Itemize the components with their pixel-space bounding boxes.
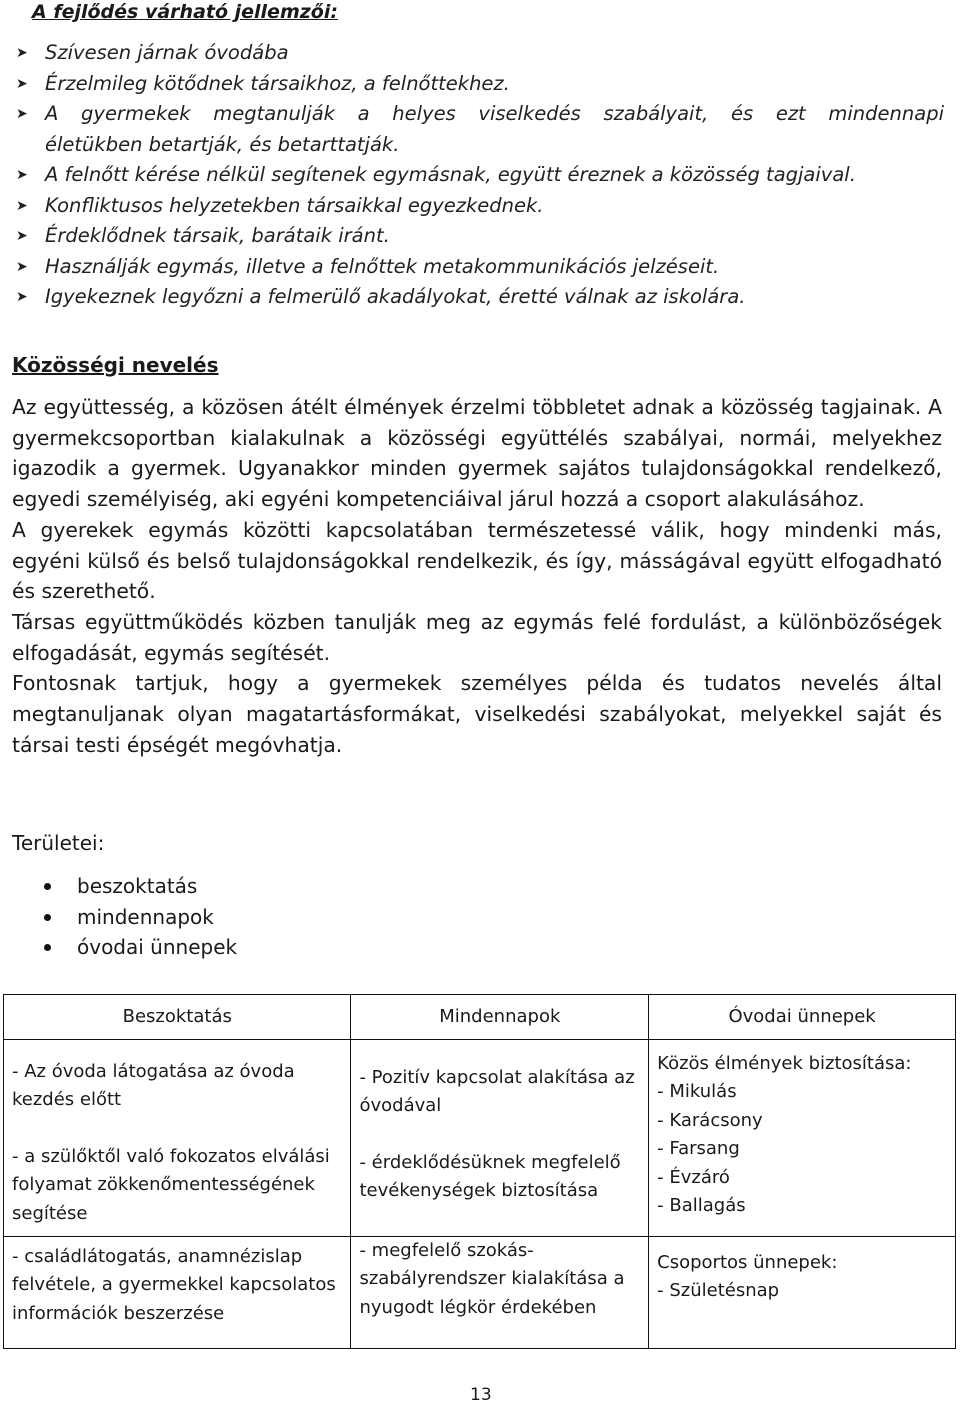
list-item: ➤ A gyermekek megtanulják a helyes viselkedés szabályait, és ezt mindennapi	[12, 99, 944, 130]
list-item: beszoktatás	[12, 871, 237, 902]
list-item: óvodai ünnepek	[12, 932, 237, 963]
arrow-bullet-icon: ➤	[16, 106, 28, 122]
list-item: ➤ Érdeklődnek társaik, barátaik iránt.	[12, 221, 944, 252]
column-header: Mindennapok	[351, 995, 649, 1040]
table-cell: Közös élmények biztosítása: - Mikulás - Karácsony - Farsang - Évzáró - Ballagás	[649, 1040, 956, 1237]
table-cell: - megfelelő szokás-szabályrendszer kialakítása a nyugodt légkör érdekében	[351, 1237, 649, 1349]
table-cell: Csoportos ünnepek: - Születésnap	[649, 1237, 956, 1349]
arrow-bullet-icon: ➤	[16, 289, 28, 305]
paragraph: A gyerekek egymás közötti kapcsolatában természetessé válik, hogy mindenki más, egyéni külső és belső tulajdonságokkal rendelkezik, és így, másságával együtt elfogadható és szerethető.	[12, 517, 942, 604]
arrow-bullet-icon: ➤	[16, 75, 28, 92]
arrow-bullet-icon: ➤	[16, 197, 28, 214]
arrow-bullet-icon: ➤	[16, 45, 28, 61]
arrow-bullet-icon: ➤	[16, 258, 28, 275]
development-list	[12, 38, 944, 313]
areas-list	[12, 871, 237, 963]
bullet-dot-icon	[44, 944, 51, 951]
table-row	[4, 1040, 956, 1237]
table-header-row	[4, 995, 956, 1040]
bullet-dot-icon	[44, 914, 51, 921]
table-cell: - családlátogatás, anamnézislap felvétele, a gyermekkel kapcsolatos információk beszerzése	[4, 1237, 351, 1349]
paragraph: Fontosnak tartjuk, hogy a gyermekek személyes példa és tudatos nevelés által megtanuljanak olyan magatartásformákat, viselkedési szabályokat, melyekkel saját és társai testi épségét megóvhatja.	[12, 671, 942, 757]
list-item: ➤ Konfliktusos helyzetekben társaikkal egyezkednek.	[12, 191, 944, 222]
bullet-dot-icon	[44, 883, 51, 890]
table-row	[4, 1237, 956, 1349]
section-title: Közösségi nevelés	[12, 353, 219, 377]
list-item: ➤ Igyekeznek legyőzni a felmerülő akadályokat, éretté válnak az iskolára.	[12, 282, 944, 313]
paragraph: Az együttesség, a közösen átélt élmények érzelmi többletet adnak a közösség tagjainak. A gyermekcsoportban kialakulnak a közösségi együttélés szabályai, normái, melyekhez igazodik a gyermek. Ugyanakkor minden gyermek sajátos tulajdonságokkal rendelkező, egyedi személyiség, aki egyéni kompetenciáival járul hozzá a csoport alakulásához.	[12, 395, 942, 512]
areas-label: Területei:	[12, 831, 105, 855]
development-heading: A fejlődés várható jellemzői:	[32, 1, 338, 23]
arrow-bullet-icon: ➤	[16, 167, 28, 183]
column-header: Óvodai ünnepek	[649, 995, 956, 1040]
list-item: ➤ Használják egymás, illetve a felnőttek metakommunikációs jelzéseit.	[12, 252, 944, 283]
section-body	[12, 392, 942, 760]
list-item: ➤ Érzelmileg kötődnek társaikhoz, a felnőttekhez.	[12, 69, 944, 100]
list-item-continuation: életükben betartják, és betarttatják.	[45, 132, 400, 156]
paragraph: Társas együttműködés közben tanulják meg az egymás felé fordulást, a különbözőségek elfogadását, egymás segítését.	[12, 609, 942, 665]
column-header: Beszoktatás	[4, 995, 351, 1040]
table-cell: - Pozitív kapcsolat alakítása az óvodával - érdeklődésüknek megfelelő tevékenységek biztosítása	[351, 1040, 649, 1237]
list-item: ➤ Szívesen járnak óvodába	[12, 38, 944, 69]
arrow-bullet-icon: ➤	[16, 228, 28, 244]
page-number: 13	[470, 1385, 492, 1405]
areas-table	[3, 994, 956, 1349]
table-cell: - Az óvoda látogatása az óvoda kezdés előtt - a szülőktől való fokozatos elválási folyamat zökkenőmentességének segítése	[4, 1040, 351, 1237]
list-item: ➤ A felnőtt kérése nélkül segítenek egymásnak, együtt éreznek a közösség tagjaival.	[12, 160, 944, 191]
list-item: mindennapok	[12, 902, 237, 933]
